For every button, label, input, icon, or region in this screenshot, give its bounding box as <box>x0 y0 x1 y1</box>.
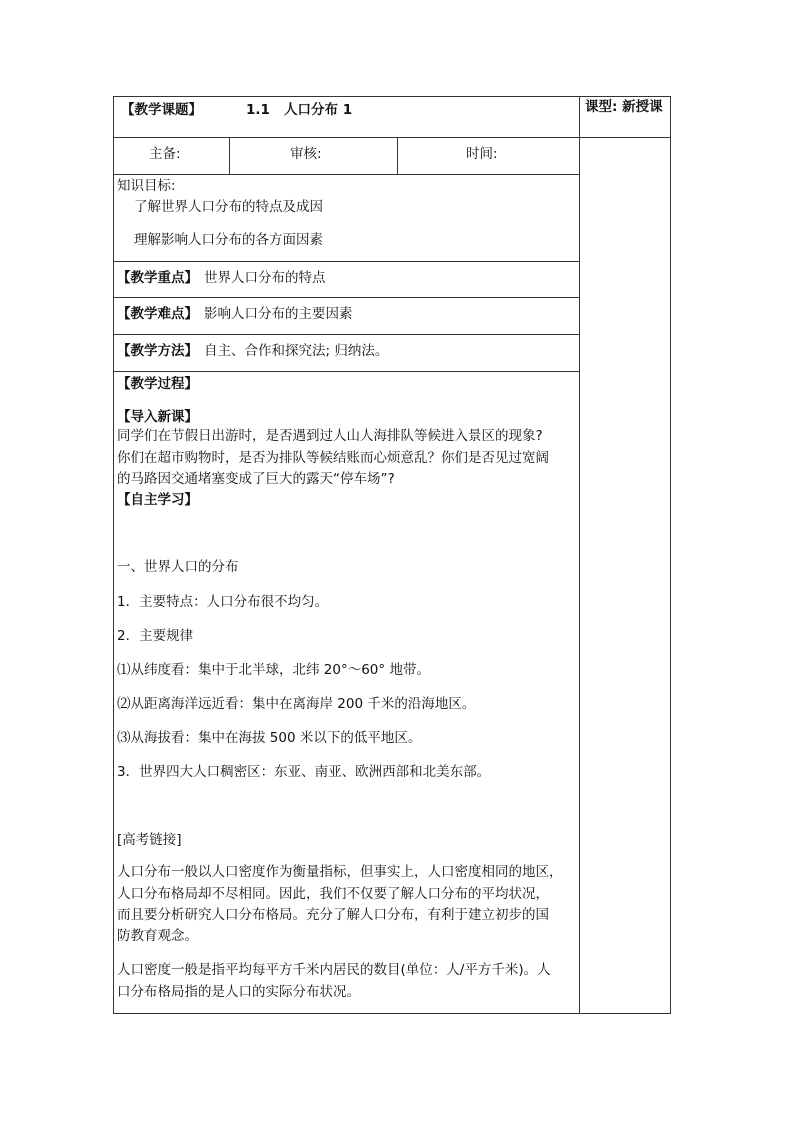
exam-paragraph-line: 口分布格局指的是人口的实际分布状况。 <box>117 984 360 1000</box>
preparer-label: 主备: <box>149 146 181 162</box>
point-item: ⑴从纬度看：集中于北半球，北纬 20°～60° 地带。 <box>117 662 430 678</box>
row-divider <box>113 297 579 298</box>
method-label: 【教学方法】 <box>117 343 198 359</box>
exam-paragraph-line: 人口分布一般以人口密度作为衡量指标，但事实上，人口密度相同的地区， <box>117 864 563 880</box>
right-header-divider <box>579 137 671 138</box>
exam-paragraph-line: 人口密度一般是指平均每平方千米内居民的数目(单位：人/平方千米)。人 <box>117 962 551 978</box>
row-divider <box>113 261 579 262</box>
process-label: 【教学过程】 <box>117 376 198 392</box>
point-item: ⑵从距离海洋远近看：集中在离海岸 200 千米的沿海地区。 <box>117 696 476 712</box>
point-item: 1．主要特点：人口分布很不均匀。 <box>117 594 329 610</box>
reviewer-label: 审核: <box>290 146 322 162</box>
intro-line: 的马路因交通堵塞变成了巨大的露天“停车场”? <box>117 471 395 487</box>
intro-label: 【导入新课】 <box>117 409 198 425</box>
exam-paragraph-line: 防教育观念。 <box>117 928 198 944</box>
lesson-title: 人口分布 1 <box>284 102 353 118</box>
row-divider <box>113 174 579 175</box>
objective-item: 理解影响人口分布的各方面因素 <box>134 232 323 248</box>
exam-paragraph-line: 而且要分析研究人口分布格局。充分了解人口分布，有利于建立初步的国 <box>117 907 549 923</box>
method-text: 自主、合作和探究法; 归纳法。 <box>204 343 389 359</box>
exam-paragraph-line: 人口分布格局却不尽相同。因此，我们不仅要了解人口分布的平均状况， <box>117 886 549 902</box>
section-title: 一、世界人口的分布 <box>117 559 239 575</box>
cell-divider <box>229 137 230 174</box>
difficulty-text: 影响人口分布的主要因素 <box>204 306 353 322</box>
point-item: 3．世界四大人口稠密区：东亚、南亚、欧洲西部和北美东部。 <box>117 764 491 780</box>
difficulty-label: 【教学难点】 <box>117 306 198 322</box>
row-divider <box>113 334 579 335</box>
lesson-type: 课型: 新授课 <box>585 99 663 115</box>
point-item: 2．主要规律 <box>117 628 194 644</box>
lesson-label: 【教学课题】 <box>121 102 202 118</box>
intro-line: 同学们在节假日出游时，是否遇到过人山人海排队等候进入景区的现象? <box>117 428 543 444</box>
point-item: ⑶从海拔看：集中在海拔 500 米以下的低平地区。 <box>117 730 422 746</box>
row-divider <box>113 137 579 138</box>
row-divider <box>113 371 579 372</box>
intro-line: 你们在超市购物时，是否为排队等候结账而心烦意乱？你们是否见过宽阔 <box>117 450 549 466</box>
key-point-label: 【教学重点】 <box>117 270 198 286</box>
lesson-number: 1.1 <box>246 102 270 118</box>
cell-divider <box>397 137 398 174</box>
self-study-label: 【自主学习】 <box>117 492 198 508</box>
objectives-label: 知识目标: <box>117 178 176 194</box>
key-point-text: 世界人口分布的特点 <box>204 270 326 286</box>
objective-item: 了解世界人口分布的特点及成因 <box>134 199 323 215</box>
column-divider <box>579 96 580 1014</box>
exam-link-label: [高考链接] <box>117 832 182 848</box>
time-label: 时间: <box>466 146 498 162</box>
